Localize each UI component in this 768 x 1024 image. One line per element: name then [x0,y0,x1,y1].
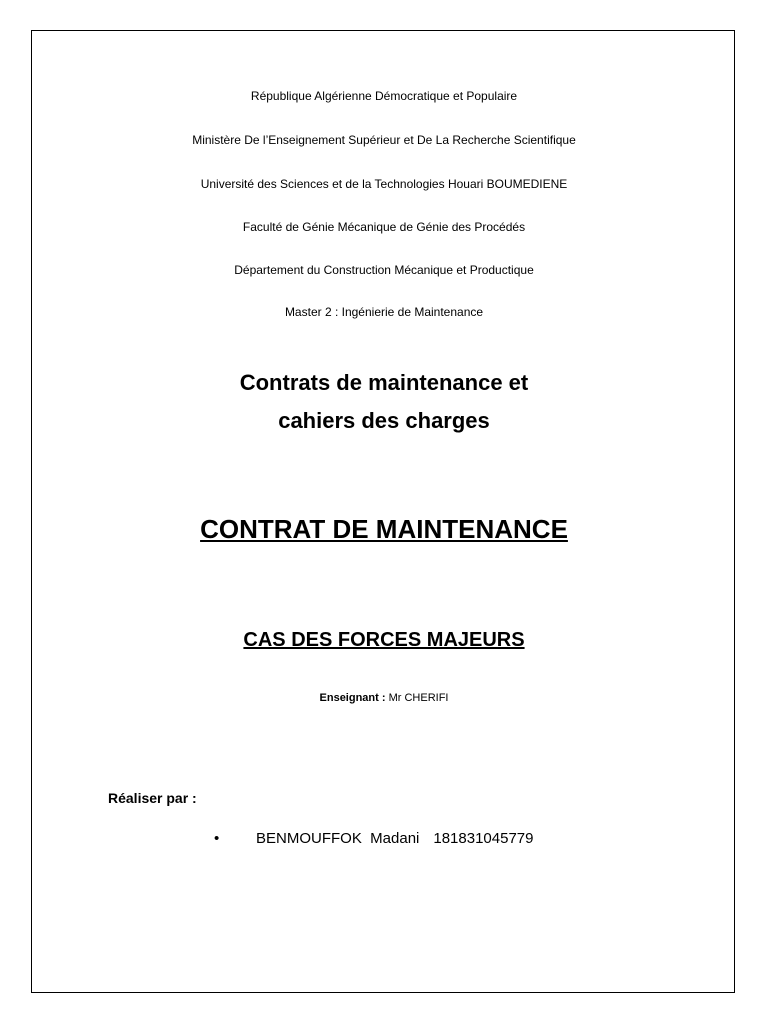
case-title: CAS DES FORCES MAJEURS [243,629,525,651]
course-title-line-2: cahiers des charges [278,408,490,433]
republic-line: République Algérienne Démocratique et Populaire [250,89,518,103]
page-border [31,30,735,993]
teacher-line [0,692,768,704]
student-name: BENMOUFFOK Madani [256,830,420,847]
student-list-item [214,830,533,847]
course-title-line-1: Contrats de maintenance et [239,370,529,395]
teacher-name: Mr CHERIFI [388,692,449,704]
department-line: Département du Construction Mécanique et Productique [234,263,534,277]
faculty-line: Faculté de Génie Mécanique de Génie des Procédés [242,220,526,234]
main-title: CONTRAT DE MAINTENANCE [200,514,568,544]
realised-by-label: Réaliser par : [108,790,197,806]
ministry-line: Ministère De l’Enseignement Supérieur et De La Recherche Scientifique [192,133,576,147]
bullet-icon: • [214,830,220,847]
course-title [0,364,768,440]
university-line: Université des Sciences et de la Technologies Houari BOUMEDIENE [200,177,568,191]
teacher-label: Enseignant : [319,692,386,704]
master-line: Master 2 : Ingénierie de Maintenance [284,305,484,319]
student-id: 181831045779 [433,830,534,847]
